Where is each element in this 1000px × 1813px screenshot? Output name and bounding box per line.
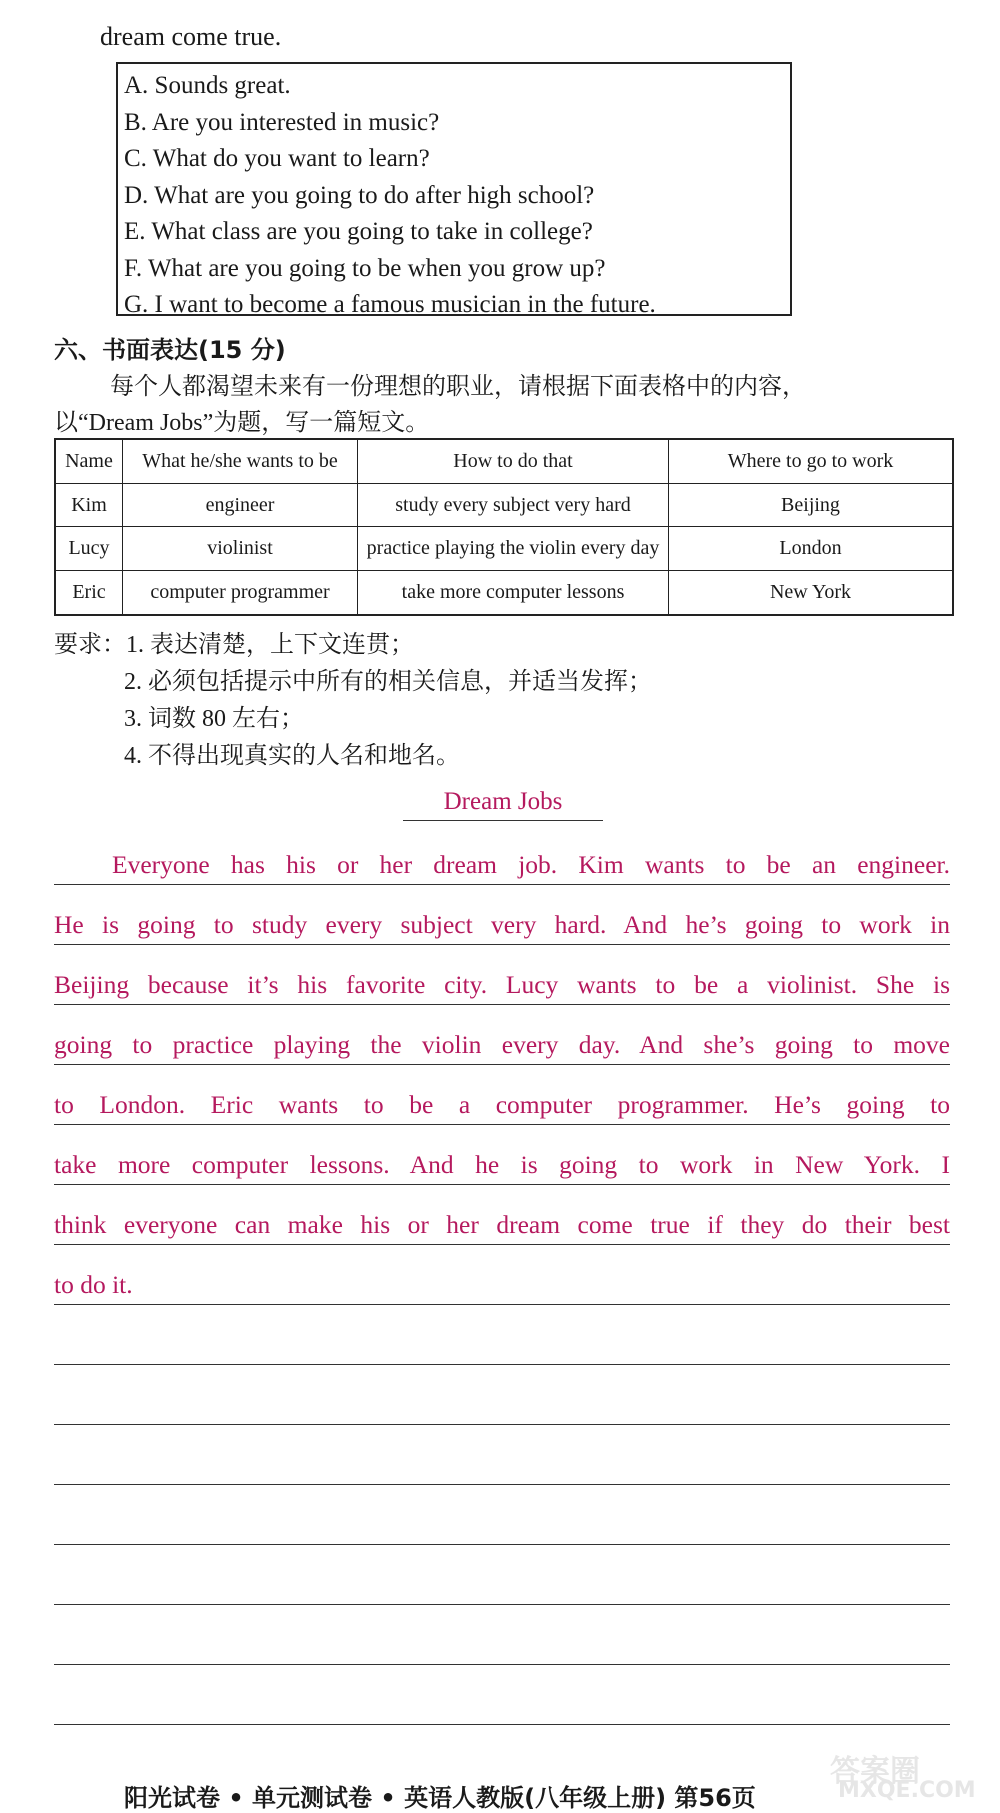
table-cell: New York (669, 571, 954, 615)
writing-line (54, 1484, 950, 1485)
table-row (55, 571, 953, 615)
essay-line: going to practice playing the violin every day. And she’s going to move (54, 1026, 950, 1065)
table-cell: Eric (55, 571, 123, 615)
watermark-logo: 答案圈 (830, 1754, 920, 1789)
table-cell: engineer (123, 483, 358, 527)
option-f: F. What are you going to be when you grow up? (124, 254, 606, 282)
table-cell: study every subject very hard (358, 483, 669, 527)
table-row (55, 527, 953, 571)
option-d: D. What are you going to do after high school? (124, 181, 595, 209)
essay-line: take more computer lessons. And he is going to work in New York. I (54, 1146, 950, 1185)
table-header-row (55, 439, 953, 483)
requirement-3: 3. 词数 80 左右； (124, 706, 304, 732)
option-g: G. I want to become a famous musician in the future. (124, 291, 656, 318)
table-cell: violinist (123, 527, 358, 571)
table-header: What he/she wants to be (123, 439, 358, 483)
table-cell: take more computer lessons (358, 571, 669, 615)
table-header: Name (55, 439, 123, 483)
table-cell: London (669, 527, 954, 571)
writing-line (54, 1604, 950, 1605)
table-header: Where to go to work (669, 439, 954, 483)
requirement-4: 4. 不得出现真实的人名和地名。 (124, 743, 460, 769)
essay-line: Everyone has his or her dream job. Kim wants to be an engineer. (54, 846, 950, 885)
instruction-line-2: 以“Dream Jobs”为题，写一篇短文。 (54, 410, 430, 436)
table-cell: computer programmer (123, 571, 358, 615)
section-title: 六、书面表达(15 分) (54, 336, 286, 364)
essay-line: He is going to study every subject very hard. And he’s going to work in (54, 906, 950, 945)
option-c: C. What do you want to learn? (124, 145, 430, 172)
essay-line: think everyone can make his or her dream come true if they do their best (54, 1206, 950, 1245)
table-header: How to do that (358, 439, 669, 483)
essay-line: Beijing because it’s his favorite city. Lucy wants to be a violinist. She is (54, 966, 950, 1005)
writing-line (54, 1544, 950, 1545)
options-box (116, 62, 792, 316)
option-a: A. Sounds great. (124, 72, 291, 99)
table-cell: practice playing the violin every day (358, 527, 669, 571)
table-row (55, 483, 953, 527)
watermark (790, 1748, 990, 1802)
page-footer: 阳光试卷 • 单元测试卷 • 英语人教版(八年级上册) 第56页 (124, 1784, 756, 1812)
essay-line: to London. Eric wants to be a computer programmer. He’s going to (54, 1086, 950, 1125)
writing-line (54, 1664, 950, 1665)
dream-jobs-table (54, 438, 954, 616)
table-cell: Beijing (669, 483, 954, 527)
option-b: B. Are you interested in music? (124, 108, 440, 136)
writing-line (54, 1724, 950, 1725)
writing-line (54, 1424, 950, 1425)
requirement-2: 2. 必须包括提示中所有的相关信息，并适当发挥； (124, 669, 652, 695)
watermark-url: MXQE.COM (838, 1778, 976, 1803)
previous-passage-ending: dream come true. (100, 22, 282, 51)
table-cell: Kim (55, 483, 123, 527)
table-cell: Lucy (55, 527, 123, 571)
essay-title: Dream Jobs (403, 788, 603, 821)
essay-line: to do it. (54, 1266, 950, 1305)
requirement-1: 要求：1. 表达清楚，上下文连贯； (54, 632, 414, 658)
option-e: E. What class are you going to take in college? (124, 218, 593, 245)
writing-line (54, 1364, 950, 1365)
instruction-line-1: 每个人都渴望未来有一份理想的职业，请根据下面表格中的内容， (110, 374, 806, 400)
